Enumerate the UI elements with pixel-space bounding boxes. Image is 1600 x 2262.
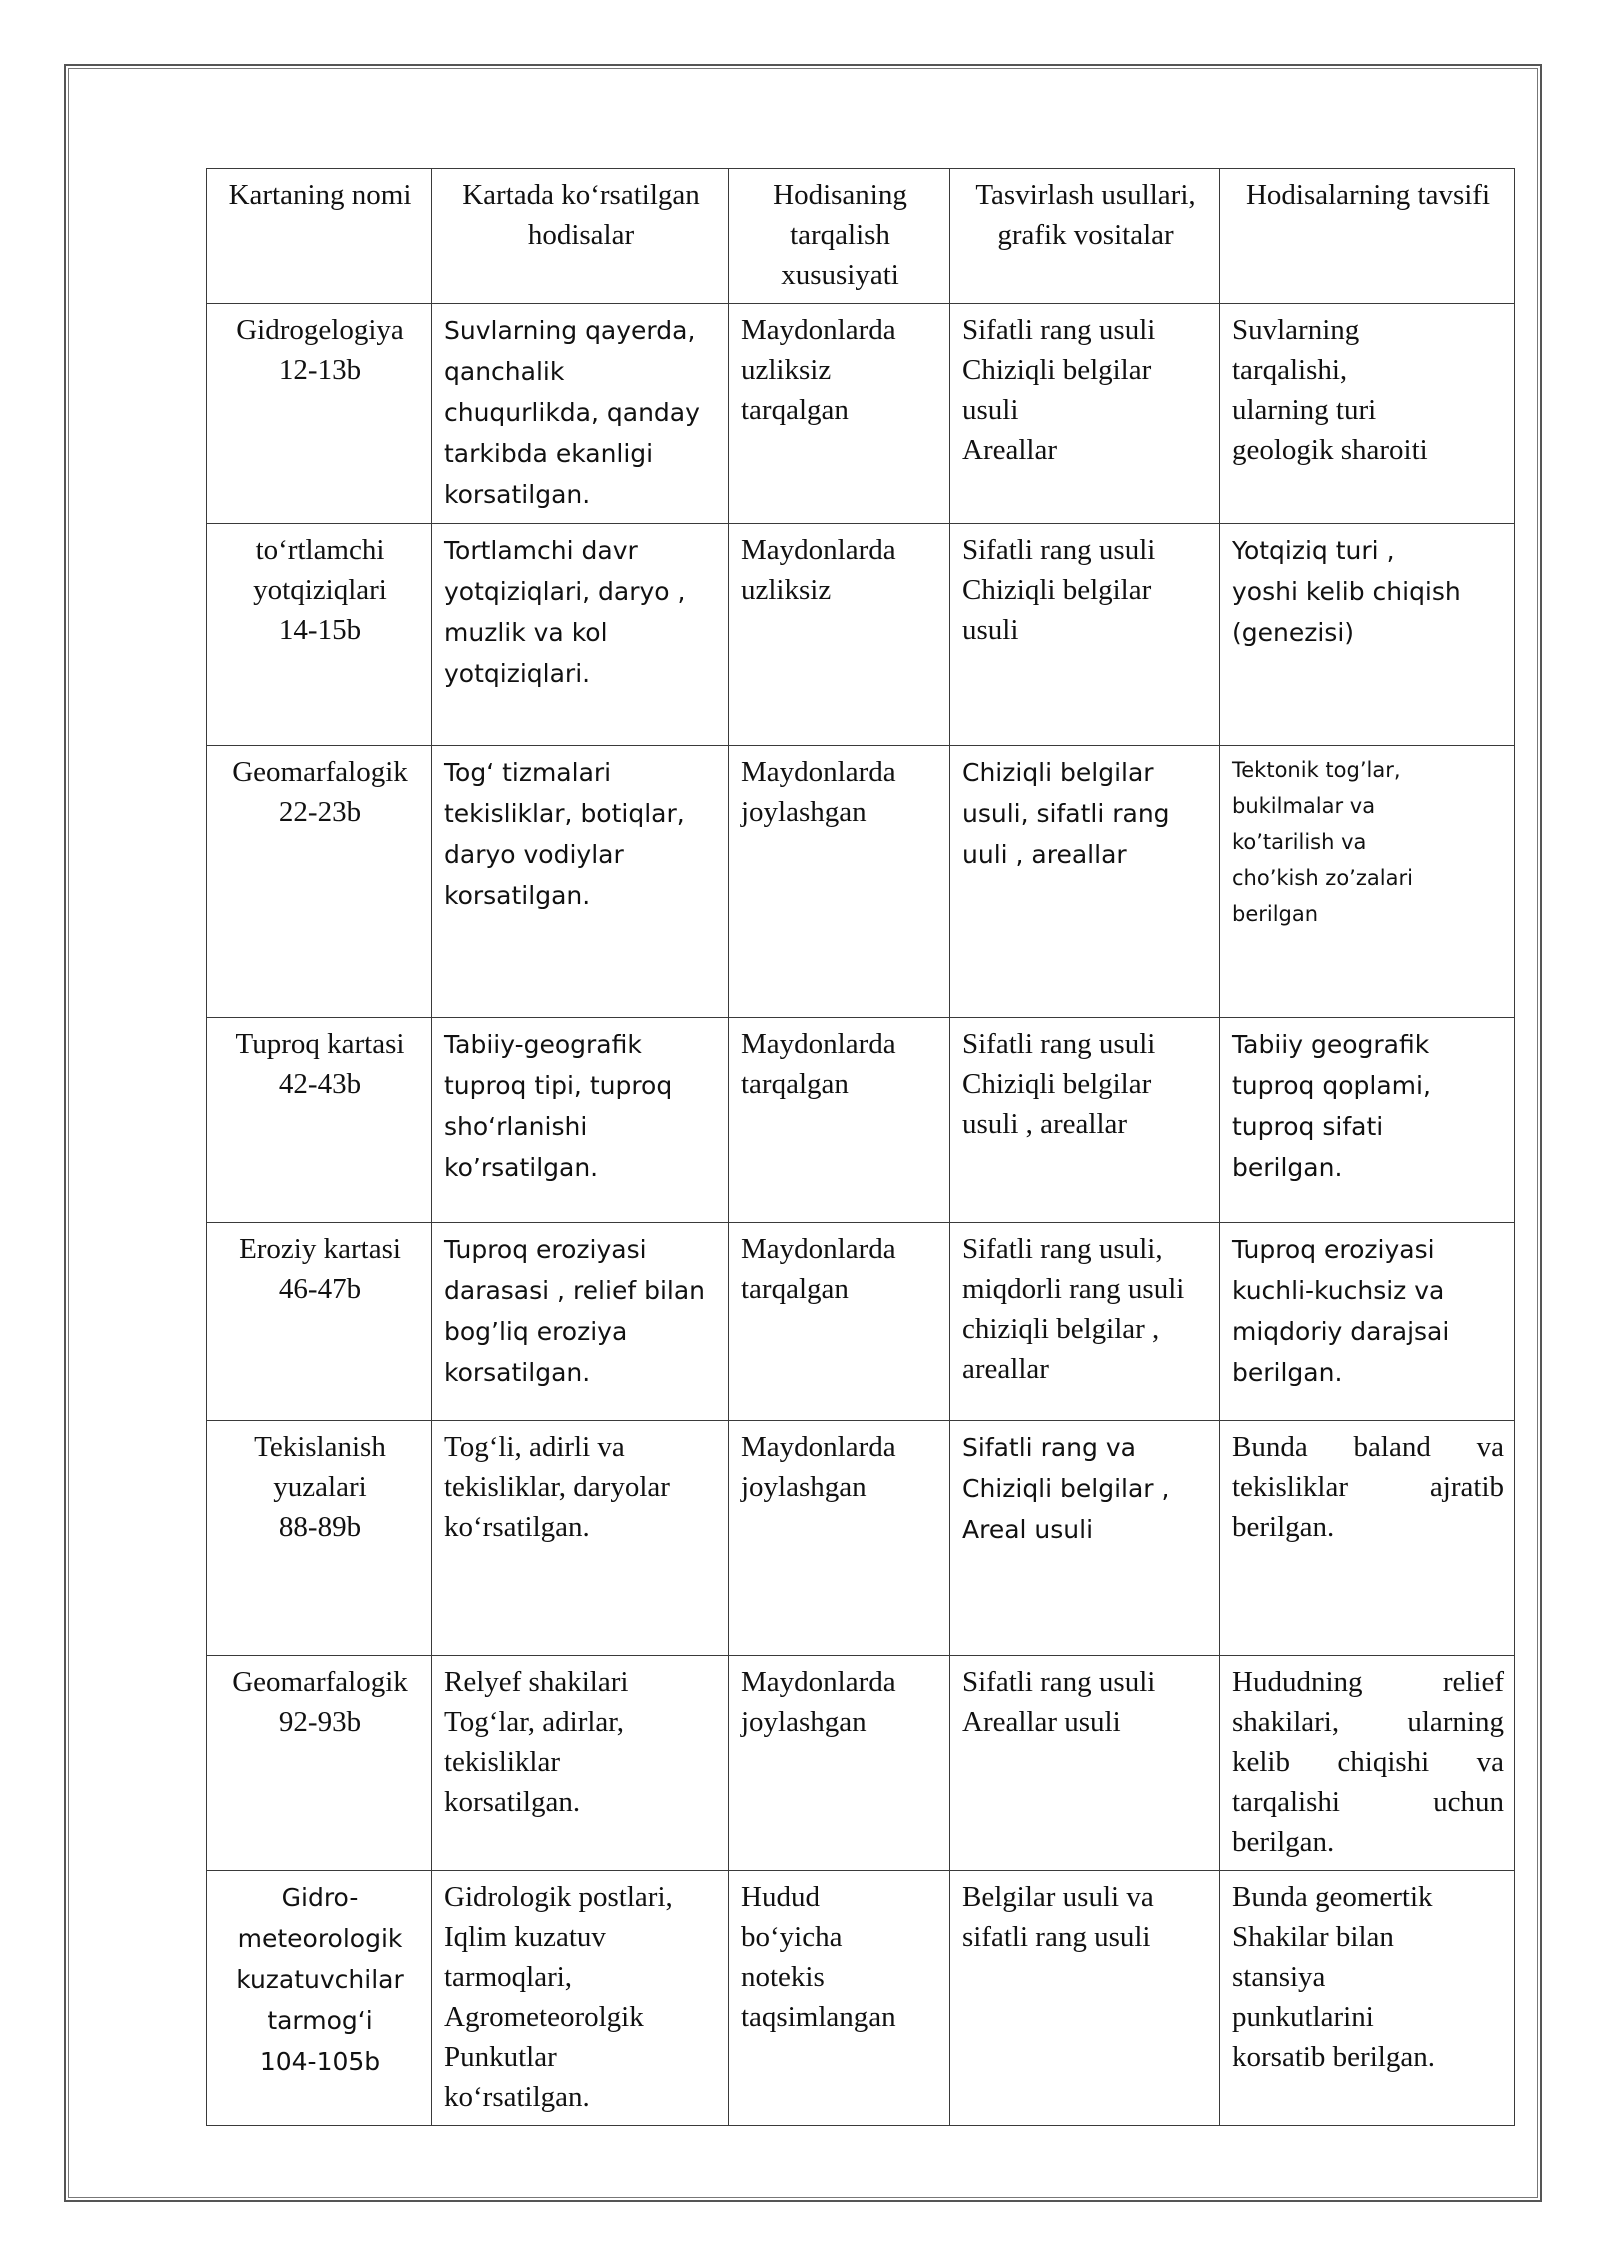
description-cell: Bunda baland va tekisliklar ajratib berilgan. <box>1220 1421 1515 1656</box>
description-cell: Suvlarning tarqalishi, ularning turi geologik sharoiti <box>1220 304 1515 524</box>
phenomena-cell: Suvlarning qayerda, qanchalik chuqurlikda, qanday tarkibda ekanligi korsatilgan. <box>432 304 729 524</box>
column-header-methods: Tasvirlash usullari, grafik vositalar <box>950 169 1220 304</box>
description-cell: Bunda geomertik Shakilar bilan stansiya punkutlarini korsatib berilgan. <box>1220 1871 1515 2126</box>
table-row <box>207 746 1515 1018</box>
column-header-description: Hodisalarning tavsifi <box>1220 169 1515 304</box>
phenomena-cell: Tabiiy-geografik tuproq tipi, tuproq sho‘rlanishi ko’rsatilgan. <box>432 1018 729 1223</box>
map-name-cell: Geomarfalogik 92-93b <box>207 1656 432 1871</box>
methods-cell: Sifatli rang usuli Chiziqli belgilar usuli Areallar <box>950 304 1220 524</box>
distribution-cell: Maydonlarda joylashgan <box>729 1656 950 1871</box>
table-row <box>207 1656 1515 1871</box>
description-cell: Tabiiy geografik tuproq qoplami, tuproq sifati berilgan. <box>1220 1018 1515 1223</box>
map-name-cell: Tuproq kartasi 42-43b <box>207 1018 432 1223</box>
column-header-phenomena: Kartada ko‘rsatilgan hodisalar <box>432 169 729 304</box>
table-row <box>207 1871 1515 2126</box>
map-name-cell: Gidro- meteorologik kuzatuvchilar tarmog‘i 104-105b <box>207 1871 432 2126</box>
table-row <box>207 1223 1515 1421</box>
methods-cell: Sifatli rang usuli Areallar usuli <box>950 1656 1220 1871</box>
phenomena-cell: Relyef shakilari Tog‘lar, adirlar, tekisliklar korsatilgan. <box>432 1656 729 1871</box>
distribution-cell: Maydonlarda uzliksiz <box>729 524 950 746</box>
map-name-cell: Eroziy kartasi 46-47b <box>207 1223 432 1421</box>
phenomena-cell: Tortlamchi davr yotqiziqlari, daryo , muzlik va kol yotqiziqlari. <box>432 524 729 746</box>
table-row <box>207 1018 1515 1223</box>
methods-cell: Sifatli rang usuli Chiziqli belgilar usuli , areallar <box>950 1018 1220 1223</box>
phenomena-cell: Tog‘li, adirli va tekisliklar, daryolar ko‘rsatilgan. <box>432 1421 729 1656</box>
description-cell: Hududning relief shakilari, ularning kelib chiqishi va tarqalishi uchun berilgan. <box>1220 1656 1515 1871</box>
methods-cell: Sifatli rang usuli, miqdorli rang usuli chiziqli belgilar , areallar <box>950 1223 1220 1421</box>
description-cell: Tektonik tog’lar, bukilmalar va ko’tarilish va cho’kish zo’zalari berilgan <box>1220 746 1515 1018</box>
phenomena-cell: Tog‘ tizmalari tekisliklar, botiqlar, daryo vodiylar korsatilgan. <box>432 746 729 1018</box>
map-name-cell: Gidrogelogiya 12-13b <box>207 304 432 524</box>
methods-cell: Belgilar usuli va sifatli rang usuli <box>950 1871 1220 2126</box>
table-row <box>207 524 1515 746</box>
description-cell: Tuproq eroziyasi kuchli-kuchsiz va miqdoriy darajsai berilgan. <box>1220 1223 1515 1421</box>
phenomena-cell: Tuproq eroziyasi darasasi , relief bilan bog’liq eroziya korsatilgan. <box>432 1223 729 1421</box>
phenomena-cell: Gidrologik postlari, Iqlim kuzatuv tarmoqlari, Agrometeorolgik Punkutlar ko‘rsatilgan. <box>432 1871 729 2126</box>
distribution-cell: Maydonlarda tarqalgan <box>729 1223 950 1421</box>
column-header-map-name: Kartaning nomi <box>207 169 432 304</box>
distribution-cell: Maydonlarda joylashgan <box>729 1421 950 1656</box>
map-name-cell: to‘rtlamchi yotqiziqlari 14-15b <box>207 524 432 746</box>
distribution-cell: Maydonlarda tarqalgan <box>729 1018 950 1223</box>
maps-table <box>206 168 1515 2126</box>
column-header-distribution: Hodisaning tarqalish xususiyati <box>729 169 950 304</box>
methods-cell: Chiziqli belgilar usuli, sifatli rang uuli , areallar <box>950 746 1220 1018</box>
table-row <box>207 1421 1515 1656</box>
map-name-cell: Geomarfalogik 22-23b <box>207 746 432 1018</box>
distribution-cell: Hudud bo‘yicha notekis taqsimlangan <box>729 1871 950 2126</box>
table-header-row <box>207 169 1515 304</box>
distribution-cell: Maydonlarda joylashgan <box>729 746 950 1018</box>
methods-cell: Sifatli rang usuli Chiziqli belgilar usuli <box>950 524 1220 746</box>
map-name-cell: Tekislanish yuzalari 88-89b <box>207 1421 432 1656</box>
methods-cell: Sifatli rang va Chiziqli belgilar , Areal usuli <box>950 1421 1220 1656</box>
distribution-cell: Maydonlarda uzliksiz tarqalgan <box>729 304 950 524</box>
table-row <box>207 304 1515 524</box>
description-cell: Yotqiziq turi , yoshi kelib chiqish (genezisi) <box>1220 524 1515 746</box>
